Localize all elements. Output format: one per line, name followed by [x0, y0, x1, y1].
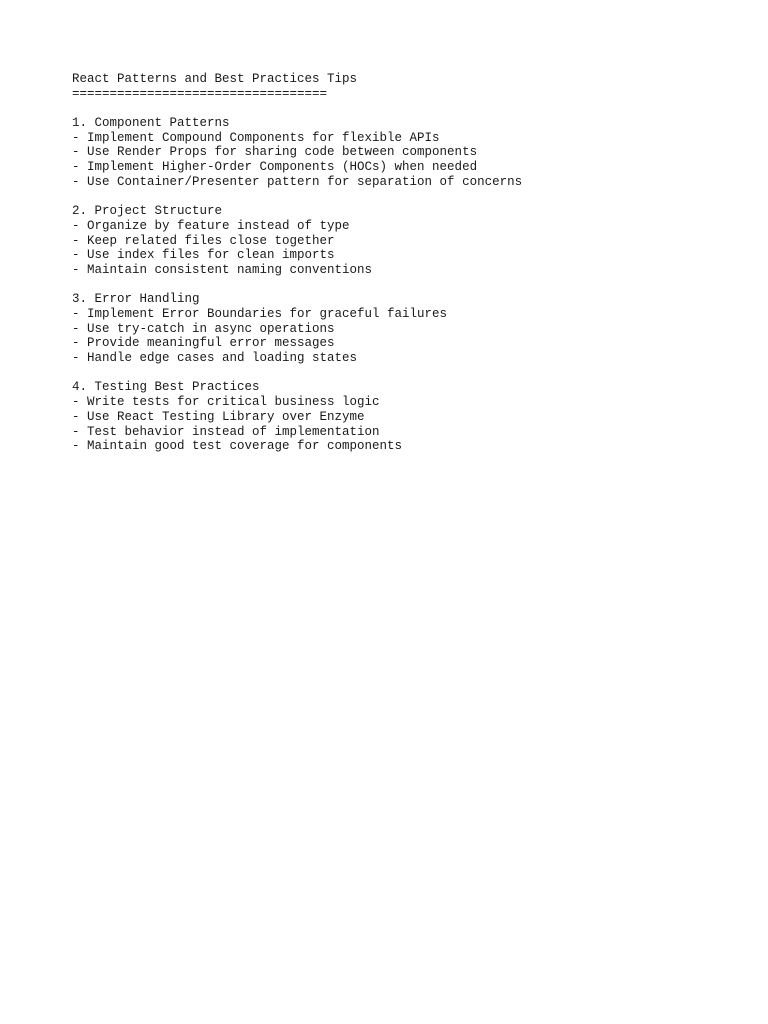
list-item: - Handle edge cases and loading states	[72, 351, 358, 366]
list-item: - Test behavior instead of implementation	[72, 424, 380, 439]
section-heading: 4. Testing Best Practices	[72, 380, 260, 395]
section-testing-best-practices	[72, 380, 732, 453]
document-title: React Patterns and Best Practices Tips	[72, 72, 358, 86]
list-item: - Use try-catch in async operations	[72, 321, 335, 336]
list-item: - Implement Error Boundaries for graceful failures	[72, 307, 448, 321]
section-component-patterns	[72, 116, 732, 189]
spacer	[72, 366, 732, 381]
spacer	[72, 101, 732, 116]
list-item: - Maintain consistent naming conventions	[72, 262, 373, 277]
list-item: - Write tests for critical business logic	[72, 395, 380, 410]
list-item: - Use index files for clean imports	[72, 248, 335, 263]
list-item: - Use React Testing Library over Enzyme	[72, 409, 365, 424]
section-heading: 1. Component Patterns	[72, 116, 230, 131]
list-item: - Use Container/Presenter pattern for separation of concerns	[72, 174, 523, 189]
section-error-handling	[72, 292, 732, 365]
spacer	[72, 190, 732, 205]
document-body	[72, 72, 732, 454]
title-underline: ==================================	[72, 86, 328, 101]
list-item: - Maintain good test coverage for components	[72, 439, 403, 454]
section-project-structure	[72, 204, 732, 277]
list-item: - Provide meaningful error messages	[72, 336, 335, 351]
list-item: - Keep related files close together	[72, 233, 335, 248]
list-item: - Implement Higher-Order Components (HOCs) when needed	[72, 160, 478, 175]
section-heading: 2. Project Structure	[72, 204, 223, 219]
section-heading: 3. Error Handling	[72, 292, 200, 307]
list-item: - Organize by feature instead of type	[72, 218, 350, 233]
list-item: - Use Render Props for sharing code between components	[72, 145, 478, 160]
spacer	[72, 278, 732, 293]
list-item: - Implement Compound Components for flexible APIs	[72, 130, 440, 145]
